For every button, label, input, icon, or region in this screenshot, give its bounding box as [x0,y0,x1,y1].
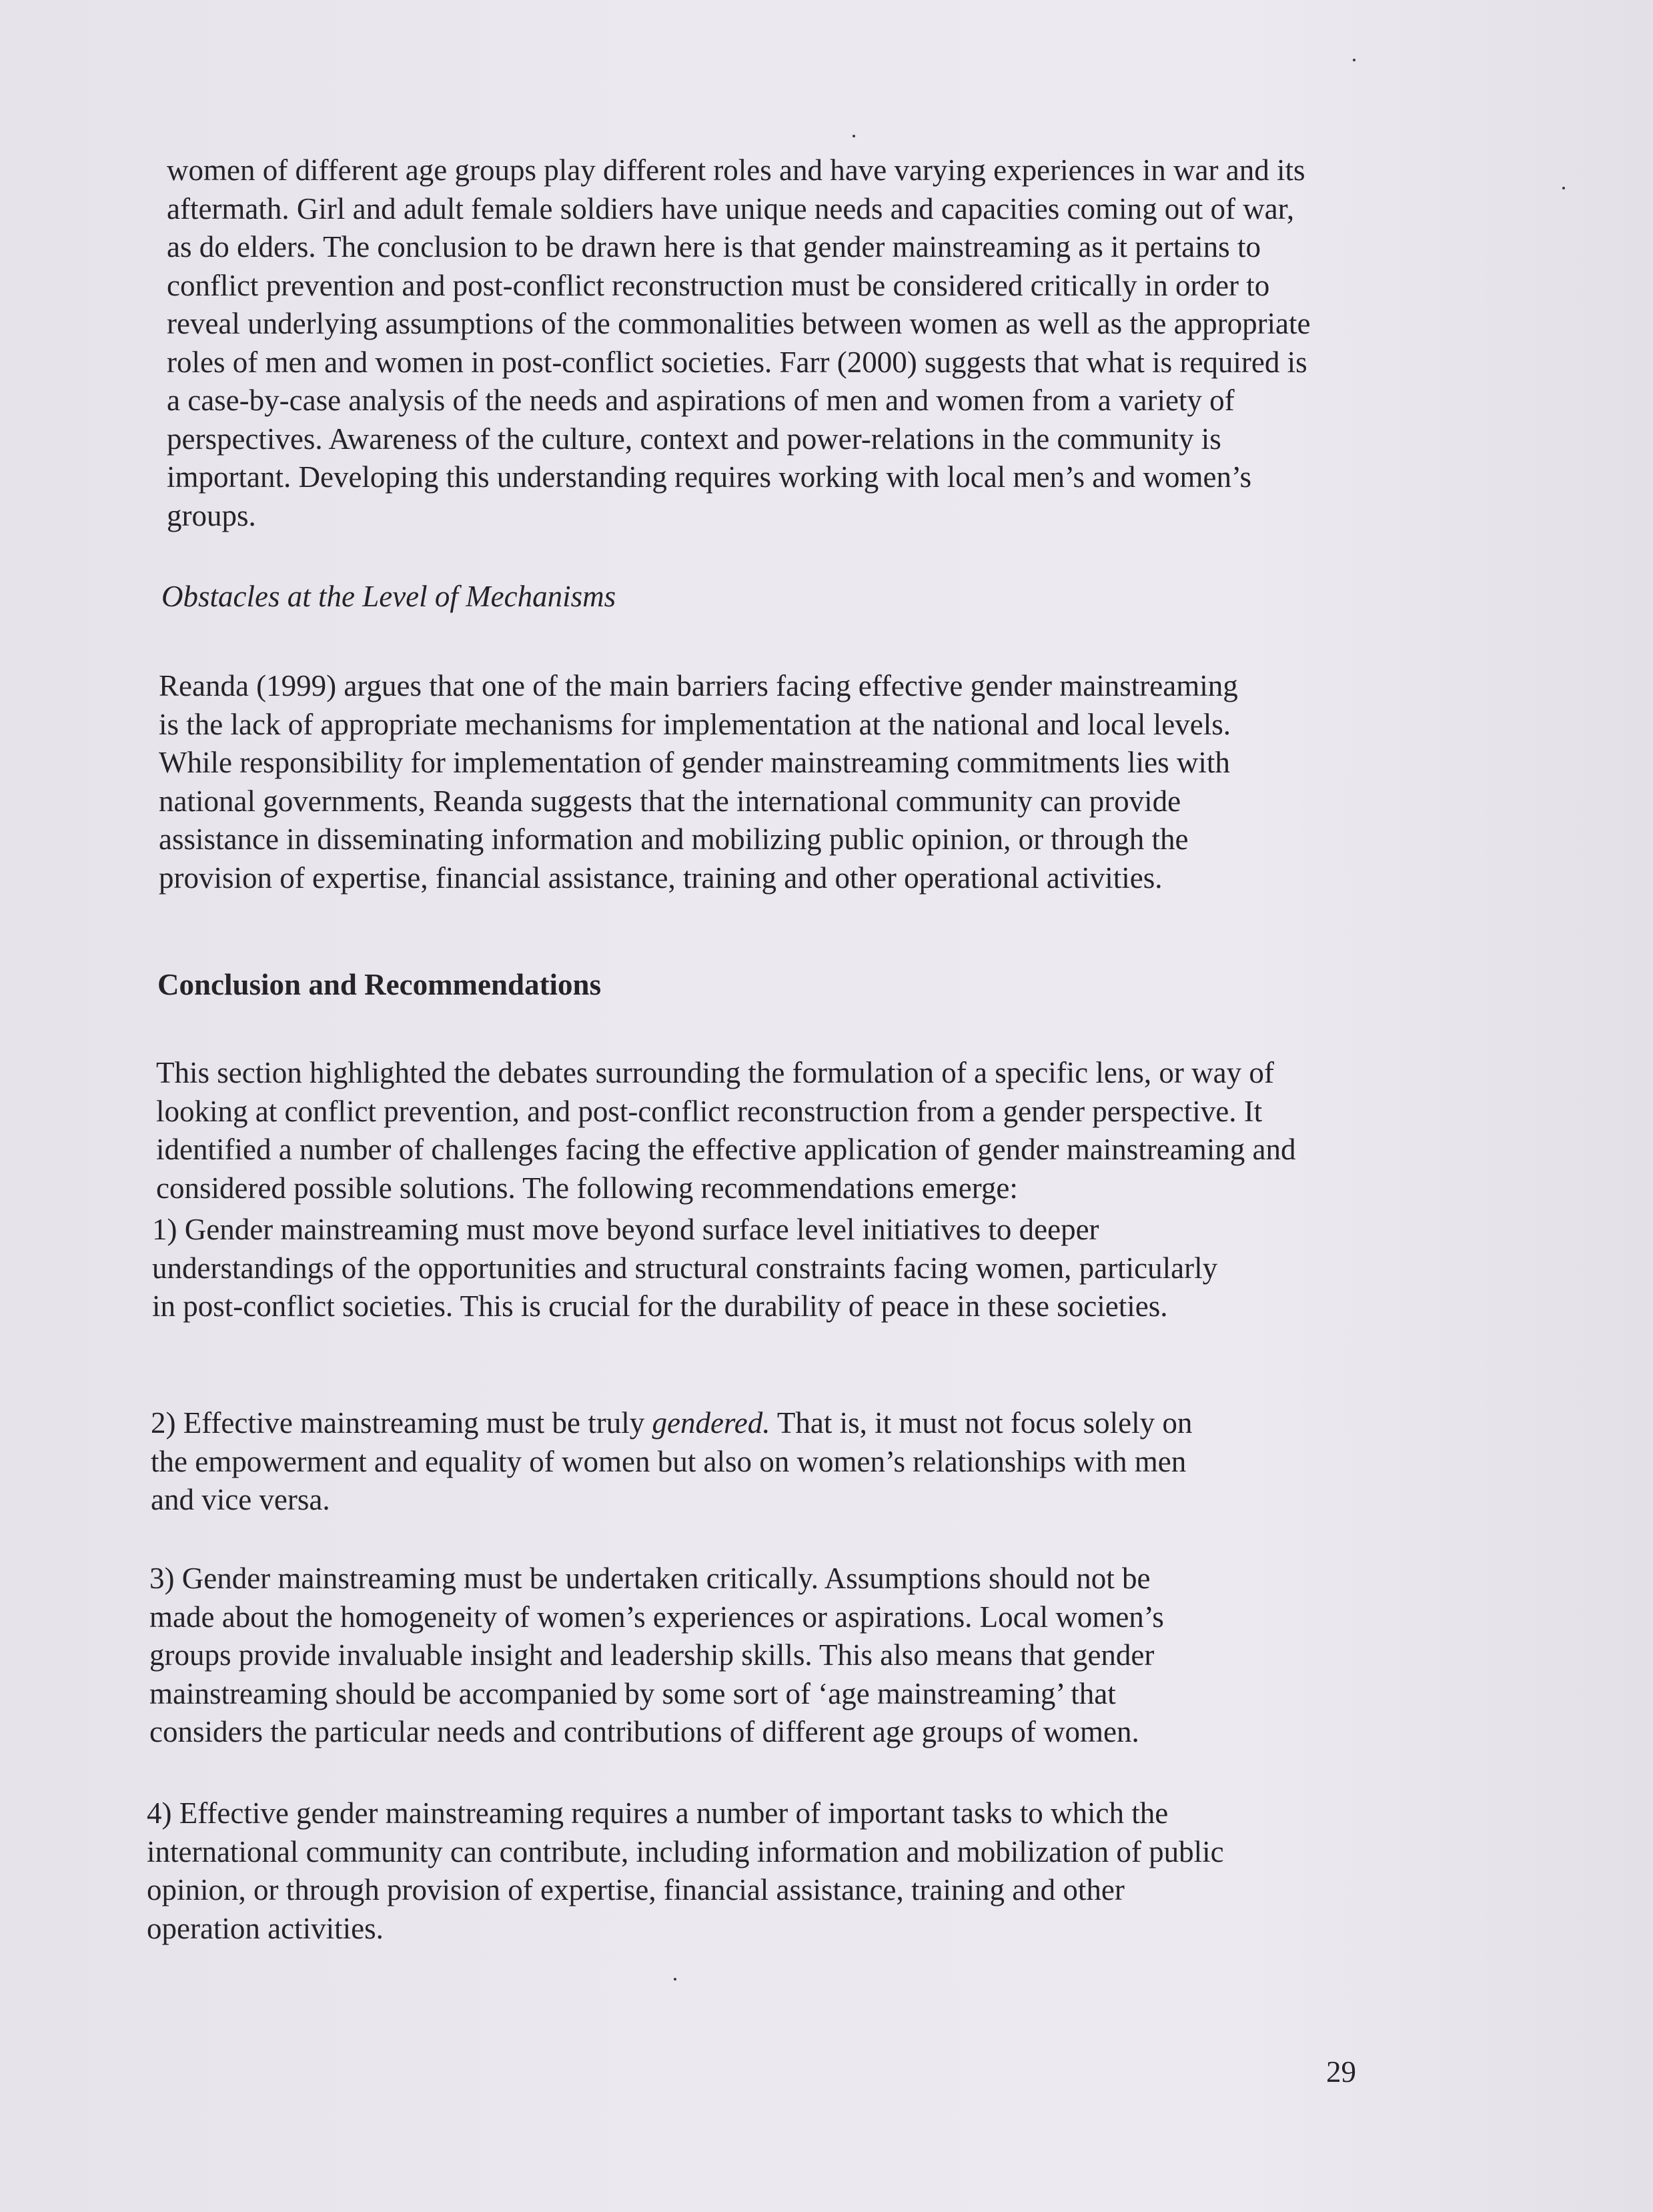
text-line [151,1404,1192,1443]
scan-speck [1562,187,1565,189]
scan-speck [853,135,855,137]
text-line: considered possible solutions. The following recommendations emerge: [156,1171,1018,1205]
text-line: as do elders. The conclusion to be drawn here is that gender mainstreaming as it pertains to [167,230,1261,263]
text-line: international community can contribute, including information and mobilization of public [147,1834,1224,1868]
text-line: in post-conflict societies. This is crucial for the durability of peace in these societies. [152,1289,1168,1323]
text-line: a case-by-case analysis of the needs and aspirations of men and women from a variety of [167,384,1235,417]
text-line: understandings of the opportunities and structural constraints facing women, particularly [152,1251,1218,1285]
text-fragment: That is, it must not focus solely on [770,1406,1193,1440]
intro-paragraph [167,151,1311,535]
recommendation-3 [149,1560,1164,1752]
text-fragment: 2) Effective mainstreaming must be truly [151,1406,652,1440]
text-line: operation activities. [147,1911,384,1945]
text-line: the empowerment and equality of women but also on women’s relationships with men [151,1444,1187,1478]
text-line: women of different age groups play different roles and have varying experiences in war and its [167,153,1305,187]
text-line: perspectives. Awareness of the culture, context and power-relations in the community is [167,422,1221,456]
text-line: provision of expertise, financial assistance, training and other operational activities. [159,861,1163,895]
text-line: This section highlighted the debates surrounding the formulation of a specific lens, or way of [156,1056,1274,1089]
text-line: assistance in disseminating information and mobilizing public opinion, or through the [159,822,1189,856]
text-line: looking at conflict prevention, and post-conflict reconstruction from a gender perspective. It [156,1094,1263,1128]
text-line: mainstreaming should be accompanied by some sort of ‘age mainstreaming’ that [149,1676,1116,1710]
text-line: national governments, Reanda suggests that the international community can provide [159,784,1181,818]
text-line: reveal underlying assumptions of the commonalities between women as well as the appropriate [167,307,1311,340]
text-line: important. Developing this understanding requires working with local men’s and women’s [167,460,1251,494]
recommendation-4 [147,1794,1224,1948]
text-line: considers the particular needs and contributions of different age groups of women. [149,1715,1139,1748]
text-line: 1) Gender mainstreaming must move beyond surface level initiatives to deeper [152,1213,1099,1246]
recommendation-1 [152,1211,1217,1326]
text-line: 3) Gender mainstreaming must be undertaken critically. Assumptions should not be [149,1562,1151,1595]
emphasis-text: gendered. [652,1406,770,1440]
text-line: and vice versa. [151,1483,330,1516]
text-line: aftermath. Girl and adult female soldiers have unique needs and capacities coming out of war, [167,191,1295,225]
section-heading: Conclusion and Recommendations [157,968,602,1001]
page-number: 29 [1326,2055,1356,2089]
scan-speck [1353,59,1355,61]
text-line: opinion, or through provision of expertise, financial assistance, training and other [147,1873,1125,1906]
recommendation-2 [151,1404,1192,1520]
text-line: roles of men and women in post-conflict societies. Farr (2000) suggests that what is required is [167,345,1307,379]
text-line: groups. [167,498,256,532]
obstacles-paragraph [159,667,1238,897]
section-subheading: Obstacles at the Level of Mechanisms [161,580,616,613]
text-line: Reanda (1999) argues that one of the main barriers facing effective gender mainstreaming [159,669,1238,702]
scan-speck [674,1978,676,1981]
text-line: is the lack of appropriate mechanisms for implementation at the national and local levels. [159,707,1231,741]
text-line: conflict prevention and post-conflict reconstruction must be considered critically in order to [167,268,1270,302]
text-line: made about the homogeneity of women’s experiences or aspirations. Local women’s [149,1600,1164,1634]
text-line: 4) Effective gender mainstreaming requires a number of important tasks to which the [147,1796,1169,1830]
text-line: identified a number of challenges facing the effective application of gender mainstreaming and [156,1133,1296,1166]
text-line: While responsibility for implementation of gender mainstreaming commitments lies with [159,746,1230,779]
text-line: groups provide invaluable insight and leadership skills. This also means that gender [149,1638,1155,1672]
conclusion-paragraph [156,1054,1295,1207]
